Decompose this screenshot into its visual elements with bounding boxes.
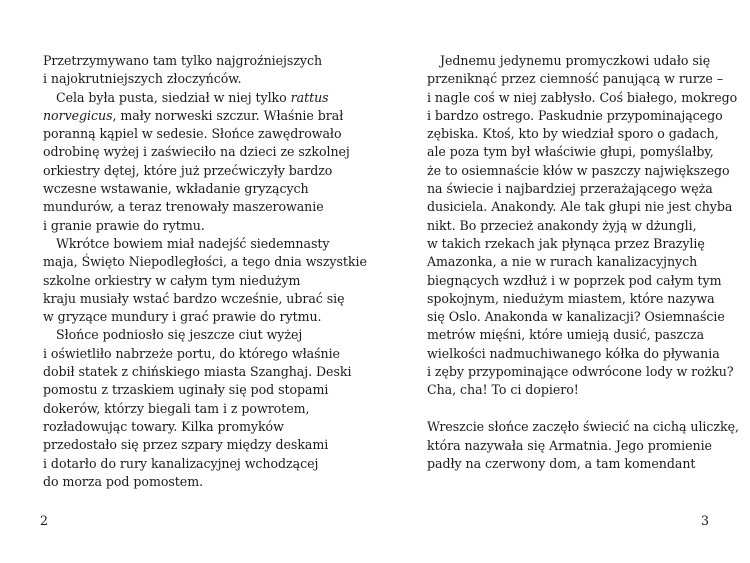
text-line: [43, 107, 343, 125]
text-line: Jednemu jedynemu promyczkowi udało się: [440, 53, 711, 68]
text-line: Przetrzymywano tam tylko najgroźniejszych: [43, 53, 323, 68]
text-line: dobił statek z chińskiego miasta Szanghaj. Deski: [43, 364, 352, 380]
text-line: dusiciela. Anakondy. Ale tak głupi nie jest chyba: [427, 199, 733, 215]
text-line: wielkości nadmuchiwanego kółka do pływania: [427, 345, 720, 361]
text-line: i zęby przypominające odwrócone lody w rożku?: [427, 364, 734, 380]
text-line: pomostu z trzaskiem uginały się pod stopami: [43, 382, 329, 398]
text-line: Cha, cha! To ci dopiero!: [427, 382, 579, 398]
text-line: maja, Święto Niepodległości, a tego dnia wszystkie: [43, 254, 367, 270]
page-number-left: 2: [40, 513, 49, 528]
text-line: i najokrutniejszych złoczyńców.: [43, 71, 242, 87]
text-line: i dotarło do rury kanalizacyjnej wchodzącej: [43, 455, 319, 471]
text-line: Wreszcie słońce zaczęło świecić na cichą uliczkę,: [427, 419, 739, 435]
text-line: Wkrótce bowiem miał nadejść siedemnasty: [56, 235, 330, 251]
text-line: odrobinę wyżej i zaświeciło na dzieci ze szkolnej: [43, 144, 350, 160]
italic-term: rattus: [290, 89, 329, 105]
text-line: padły na czerwony dom, a tam komendant: [427, 455, 696, 471]
text-line: w takich rzekach jak płynąca przez Brazylię: [427, 235, 705, 251]
text-line: metrów mięśni, które umieją dusić, paszcza: [427, 327, 705, 343]
text-line: że to osiemnaście kłów w paszczy największego: [427, 162, 730, 178]
left-page-text: [43, 52, 367, 491]
text-line: w gryzące mundury i grać prawie do rytmu.: [43, 309, 322, 325]
text-line: Słońce podniosło się jeszcze ciut wyżej: [56, 327, 303, 343]
text-line: i nagle coś w niej zabłysło. Coś białego, mokrego: [427, 89, 738, 105]
text-line: i oświetliło nabrzeże portu, do którego właśnie: [43, 345, 340, 361]
text-line: i bardzo ostrego. Paskudnie przypominającego: [427, 107, 723, 123]
page-number-right: 3: [701, 513, 710, 528]
text-line: przedostało się przez szpary między deskami: [43, 437, 329, 453]
text-run: , mały norweski szczur. Właśnie brał: [112, 107, 344, 123]
text-line: szkolne orkiestry w całym tym niedużym: [43, 272, 301, 288]
text-line: się Oslo. Anakonda w kanalizacji? Osiemnaście: [427, 309, 725, 325]
text-line: rozładowując towary. Kilka promyków: [43, 418, 284, 434]
text-line: wczesne wstawanie, wkładanie gryzących: [43, 181, 309, 197]
text-line: poranną kąpiel w sedesie. Słońce zawędrowało: [43, 126, 342, 142]
text-line: [43, 89, 343, 107]
text-line: nikt. Bo przecież anakondy żyją w dżungli,: [427, 217, 697, 233]
text-line: orkiestry dętej, które już przećwiczyły bardzo: [43, 162, 333, 178]
text-line: która nazywała się Armatnia. Jego promienie: [427, 437, 712, 453]
text-line: kraju musiały wstać bardzo wcześnie, ubrać się: [43, 290, 345, 306]
text-line: dokerów, którzy biegali tam i z powrotem,: [43, 400, 310, 416]
section-break: [427, 400, 727, 419]
text-line: na świecie i najbardziej przerażającego węża: [427, 181, 713, 197]
text-line: biegnących wzdłuż i w poprzek pod całym tym: [427, 272, 722, 288]
text-line: Amazonka, a nie w rurach kanalizacyjnych: [427, 254, 698, 270]
text-line: zębiska. Ktoś, kto by wiedział sporo o gadach,: [427, 126, 719, 142]
text-line: ale poza tym był właściwie głupi, pomyślałby,: [427, 144, 714, 160]
italic-term: norvegicus: [43, 107, 113, 123]
text-line: i granie prawie do rytmu.: [43, 217, 205, 233]
text-line: mundurów, a teraz trenowały maszerowanie: [43, 199, 324, 215]
right-page-text: [427, 52, 739, 473]
text-line: spokojnym, niedużym miastem, które nazywa: [427, 290, 715, 306]
text-run: Cela była pusta, siedział w niej tylko: [56, 89, 291, 105]
text-line: do morza pod pomostem.: [43, 473, 204, 489]
text-line: przeniknąć przez ciemność panującą w rurze –: [427, 71, 724, 87]
